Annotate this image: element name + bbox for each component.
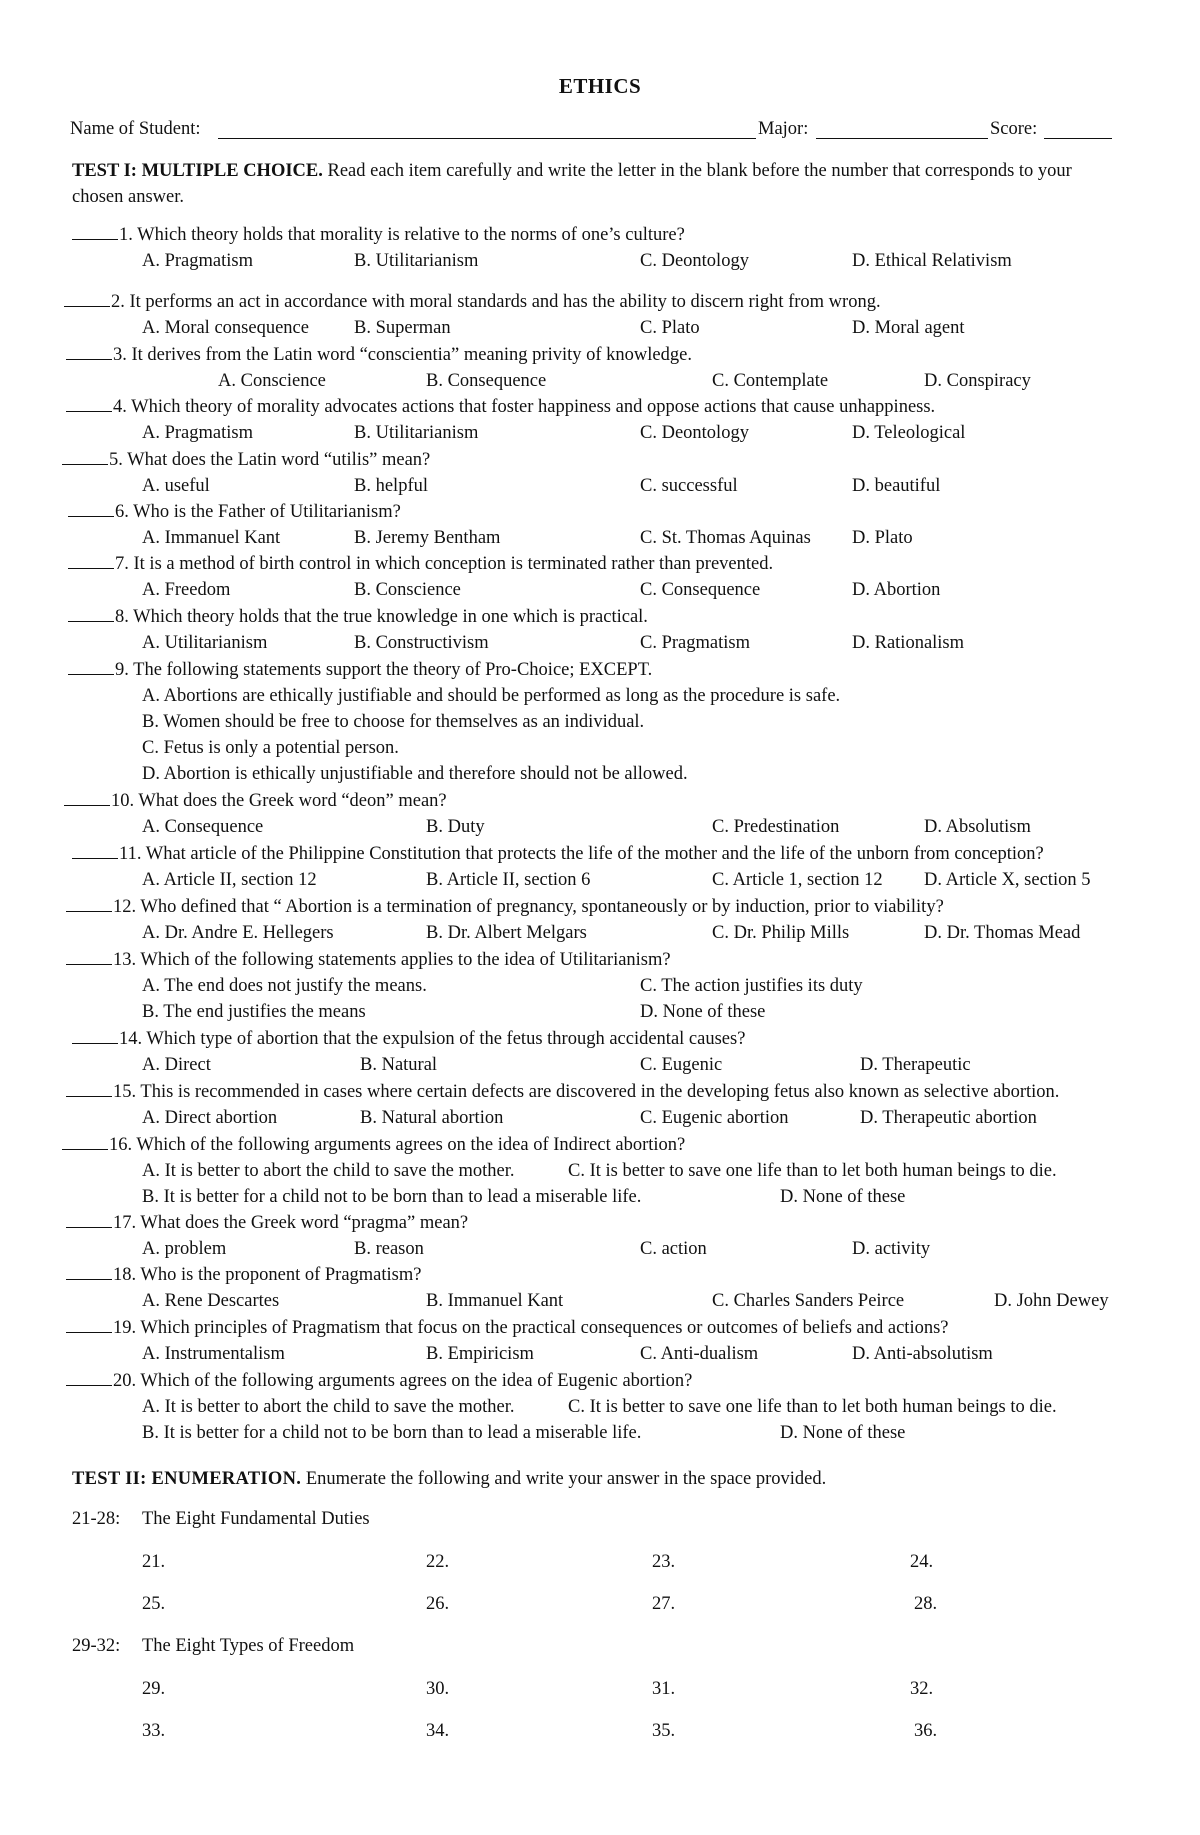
major-label: Major:: [758, 119, 809, 139]
choice: A. Abortions are ethically justifiable and should be performed as long as the procedure is safe.: [142, 686, 841, 706]
enum-range: 29-32:: [72, 1636, 121, 1656]
question-8: [68, 606, 648, 628]
question-2: [64, 291, 881, 313]
choice: C. The action justifies its duty: [640, 976, 863, 996]
enum-answer-slot[interactable]: 26.: [426, 1594, 450, 1614]
question-text: 10. What does the Greek word “deon” mean?: [111, 791, 447, 811]
question-text: 3. It derives from the Latin word “conscientia” meaning privity of knowledge.: [113, 345, 692, 365]
question-20: [66, 1370, 692, 1392]
choice: D. Plato: [852, 528, 913, 548]
question-18: [66, 1264, 421, 1286]
choice: C. Article 1, section 12: [712, 870, 883, 890]
enum-answer-slot[interactable]: 31.: [652, 1679, 676, 1699]
enum-answer-slot[interactable]: 32.: [910, 1679, 934, 1699]
choice: B. Constructivism: [354, 633, 489, 653]
enum-answer-slot[interactable]: 22.: [426, 1552, 450, 1572]
answer-blank[interactable]: [62, 449, 108, 465]
choice: B. It is better for a child not to be born than to lead a miserable life.: [142, 1423, 642, 1443]
choice: D. None of these: [780, 1423, 906, 1443]
choice: B. Natural abortion: [360, 1108, 504, 1128]
question-10: [64, 790, 447, 812]
enum-answer-slot[interactable]: 29.: [142, 1679, 166, 1699]
question-text: 15. This is recommended in cases where certain defects are discovered in the developing fetus also known as selective abortion.: [113, 1082, 1060, 1102]
enum-title: The Eight Types of Freedom: [142, 1636, 355, 1656]
question-text: 4. Which theory of morality advocates actions that foster happiness and oppose actions that cause unhappiness.: [113, 397, 936, 417]
answer-blank[interactable]: [68, 659, 114, 675]
answer-blank[interactable]: [68, 606, 114, 622]
question-7: [68, 553, 773, 575]
question-text: 11. What article of the Philippine Constitution that protects the life of the mother and the life of the unborn from conception?: [119, 844, 1044, 864]
choice: A. problem: [142, 1239, 227, 1259]
choice: C. It is better to save one life than to let both human beings to die.: [568, 1397, 1057, 1417]
choice: D. None of these: [640, 1002, 766, 1022]
choice: A. Direct: [142, 1055, 211, 1075]
student-name-label: Name of Student:: [70, 119, 201, 139]
choice: D. Anti-absolutism: [852, 1344, 993, 1364]
answer-blank[interactable]: [66, 1081, 112, 1097]
choice: D. Rationalism: [852, 633, 965, 653]
score-label: Score:: [990, 119, 1038, 139]
choice: B. The end justifies the means: [142, 1002, 366, 1022]
choice: D. Conspiracy: [924, 371, 1031, 391]
answer-blank[interactable]: [66, 896, 112, 912]
choice: B. Article II, section 6: [426, 870, 591, 890]
answer-blank[interactable]: [62, 1134, 108, 1150]
answer-blank[interactable]: [68, 553, 114, 569]
choice: C. action: [640, 1239, 707, 1259]
choice: B. reason: [354, 1239, 424, 1259]
student-name-field[interactable]: [218, 138, 756, 139]
choice: A. Article II, section 12: [142, 870, 317, 890]
choice: D. Teleological: [852, 423, 966, 443]
choice: A. Instrumentalism: [142, 1344, 285, 1364]
choice: A. Rene Descartes: [142, 1291, 280, 1311]
choice: A. Freedom: [142, 580, 231, 600]
choice: D. John Dewey: [994, 1291, 1109, 1311]
choice: D. Therapeutic abortion: [860, 1108, 1037, 1128]
question-text: 5. What does the Latin word “utilis” mean?: [109, 450, 431, 470]
choice: D. Abortion: [852, 580, 941, 600]
choice: C. Contemplate: [712, 371, 829, 391]
question-16: [62, 1134, 685, 1156]
question-text: 9. The following statements support the theory of Pro-Choice; EXCEPT.: [115, 660, 653, 680]
answer-blank[interactable]: [64, 291, 110, 307]
choice: A. Conscience: [218, 371, 326, 391]
question-text: 20. Which of the following arguments agrees on the idea of Eugenic abortion?: [113, 1371, 693, 1391]
choice: D. Article X, section 5: [924, 870, 1091, 890]
choice: B. Women should be free to choose for themselves as an individual.: [142, 712, 645, 732]
choice: C. St. Thomas Aquinas: [640, 528, 811, 548]
choice: D. Dr. Thomas Mead: [924, 923, 1081, 943]
choice: D. None of these: [780, 1187, 906, 1207]
answer-blank[interactable]: [64, 790, 110, 806]
test2-heading: TEST II: ENUMERATION.: [72, 1469, 302, 1489]
answer-blank[interactable]: [72, 843, 118, 859]
choice: C. Anti-dualism: [640, 1344, 759, 1364]
choice: B. Superman: [354, 318, 451, 338]
enum-answer-slot[interactable]: 28.: [914, 1594, 938, 1614]
enum-answer-slot[interactable]: 25.: [142, 1594, 166, 1614]
answer-blank[interactable]: [72, 1028, 118, 1044]
choice: C. successful: [640, 476, 738, 496]
question-text: 8. Which theory holds that the true knowledge in one which is practical.: [115, 607, 648, 627]
enum-title: The Eight Fundamental Duties: [142, 1509, 370, 1529]
choice: C. Deontology: [640, 251, 749, 271]
answer-blank[interactable]: [66, 1264, 112, 1280]
choice: C. Fetus is only a potential person.: [142, 738, 399, 758]
choice: B. Utilitarianism: [354, 423, 479, 443]
choice: A. Consequence: [142, 817, 264, 837]
page-title: ETHICS: [558, 74, 642, 98]
choice: B. Jeremy Bentham: [354, 528, 501, 548]
question-13: [66, 949, 671, 971]
choice: B. helpful: [354, 476, 428, 496]
choice: A. Immanuel Kant: [142, 528, 281, 548]
answer-blank[interactable]: [66, 396, 112, 412]
test1-instructions: [72, 158, 1112, 210]
choice: C. Deontology: [640, 423, 749, 443]
choice: C. Plato: [640, 318, 700, 338]
choice: C. Consequence: [640, 580, 761, 600]
answer-blank[interactable]: [72, 224, 118, 240]
question-text: 18. Who is the proponent of Pragmatism?: [113, 1265, 422, 1285]
test2-instruction-text: Enumerate the following and write your answer in the space provided.: [305, 1469, 827, 1489]
question-19: [66, 1317, 949, 1339]
enum-answer-slot[interactable]: 36.: [914, 1721, 938, 1741]
choice: D. Moral agent: [852, 318, 965, 338]
choice: A. The end does not justify the means.: [142, 976, 427, 996]
choice: B. Empiricism: [426, 1344, 534, 1364]
answer-blank[interactable]: [66, 1370, 112, 1386]
question-14: [72, 1028, 745, 1050]
choice: A. Utilitarianism: [142, 633, 268, 653]
answer-blank[interactable]: [66, 344, 112, 360]
choice: C. Eugenic: [640, 1055, 723, 1075]
question-17: [66, 1212, 468, 1234]
test1-instruction-text: Read each item carefully and write the letter in the blank before the number that corresponds to your chosen answer.: [72, 161, 1072, 207]
choice: D. Absolutism: [924, 817, 1031, 837]
question-11: [72, 843, 1044, 865]
question-1: [72, 224, 685, 246]
enum-answer-slot[interactable]: 23.: [652, 1552, 676, 1572]
question-15: [66, 1081, 1059, 1103]
question-3: [66, 344, 692, 366]
choice: C. It is better to save one life than to let both human beings to die.: [568, 1161, 1057, 1181]
enum-answer-slot[interactable]: 30.: [426, 1679, 450, 1699]
question-text: 2. It performs an act in accordance with moral standards and has the ability to discern right from wrong.: [111, 292, 881, 312]
choice: C. Predestination: [712, 817, 840, 837]
answer-blank[interactable]: [66, 1212, 112, 1228]
question-text: 7. It is a method of birth control in which conception is terminated rather than prevented.: [115, 554, 774, 574]
choice: D. Ethical Relativism: [852, 251, 1012, 271]
answer-blank[interactable]: [66, 949, 112, 965]
enum-answer-slot[interactable]: 27.: [652, 1594, 676, 1614]
question-6: [68, 501, 401, 523]
choice: D. Therapeutic: [860, 1055, 971, 1075]
choice: B. Conscience: [354, 580, 461, 600]
choice: A. It is better to abort the child to save the mother.: [142, 1161, 515, 1181]
choice: A. Pragmatism: [142, 251, 253, 271]
choice: B. Duty: [426, 817, 485, 837]
choice: B. Dr. Albert Melgars: [426, 923, 587, 943]
enum-answer-slot[interactable]: 21.: [142, 1552, 166, 1572]
choice: B. Utilitarianism: [354, 251, 479, 271]
choice: A. Moral consequence: [142, 318, 309, 338]
choice: D. beautiful: [852, 476, 941, 496]
choice: C. Charles Sanders Peirce: [712, 1291, 905, 1311]
question-text: 14. Which type of abortion that the expulsion of the fetus through accidental causes?: [119, 1029, 746, 1049]
choice: A. Dr. Andre E. Hellegers: [142, 923, 334, 943]
enum-answer-slot[interactable]: 35.: [652, 1721, 676, 1741]
question-text: 12. Who defined that “ Abortion is a termination of pregnancy, spontaneously or by induction, prior to viability?: [113, 897, 944, 917]
answer-blank[interactable]: [66, 1317, 112, 1333]
enum-answer-slot[interactable]: 24.: [910, 1552, 934, 1572]
choice: C. Pragmatism: [640, 633, 750, 653]
question-12: [66, 896, 944, 918]
choice: A. Direct abortion: [142, 1108, 278, 1128]
choice: C. Dr. Philip Mills: [712, 923, 850, 943]
question-text: 6. Who is the Father of Utilitarianism?: [115, 502, 401, 522]
choice: B. It is better for a child not to be born than to lead a miserable life.: [142, 1187, 642, 1207]
enum-answer-slot[interactable]: 33.: [142, 1721, 166, 1741]
question-text: 19. Which principles of Pragmatism that focus on the practical consequences or outcomes of beliefs and actions?: [113, 1318, 949, 1338]
answer-blank[interactable]: [68, 501, 114, 517]
question-9: [68, 659, 652, 681]
question-text: 17. What does the Greek word “pragma” mean?: [113, 1213, 469, 1233]
choice: B. Natural: [360, 1055, 438, 1075]
question-text: 16. Which of the following arguments agrees on the idea of Indirect abortion?: [109, 1135, 686, 1155]
question-text: 1. Which theory holds that morality is relative to the norms of one’s culture?: [119, 225, 685, 245]
choice: B. Immanuel Kant: [426, 1291, 564, 1311]
test1-heading: TEST I: MULTIPLE CHOICE.: [72, 161, 323, 181]
choice: A. useful: [142, 476, 210, 496]
question-5: [62, 449, 430, 471]
test2-instructions: [72, 1466, 826, 1492]
enum-answer-slot[interactable]: 34.: [426, 1721, 450, 1741]
question-4: [66, 396, 935, 418]
choice: C. Eugenic abortion: [640, 1108, 789, 1128]
choice: A. It is better to abort the child to save the mother.: [142, 1397, 515, 1417]
choice: D. Abortion is ethically unjustifiable and therefore should not be allowed.: [142, 764, 688, 784]
major-field[interactable]: [816, 138, 988, 139]
question-text: 13. Which of the following statements applies to the idea of Utilitarianism?: [113, 950, 671, 970]
choice: D. activity: [852, 1239, 931, 1259]
choice: B. Consequence: [426, 371, 547, 391]
score-field[interactable]: [1044, 138, 1112, 139]
choice: A. Pragmatism: [142, 423, 253, 443]
enum-range: 21-28:: [72, 1509, 121, 1529]
